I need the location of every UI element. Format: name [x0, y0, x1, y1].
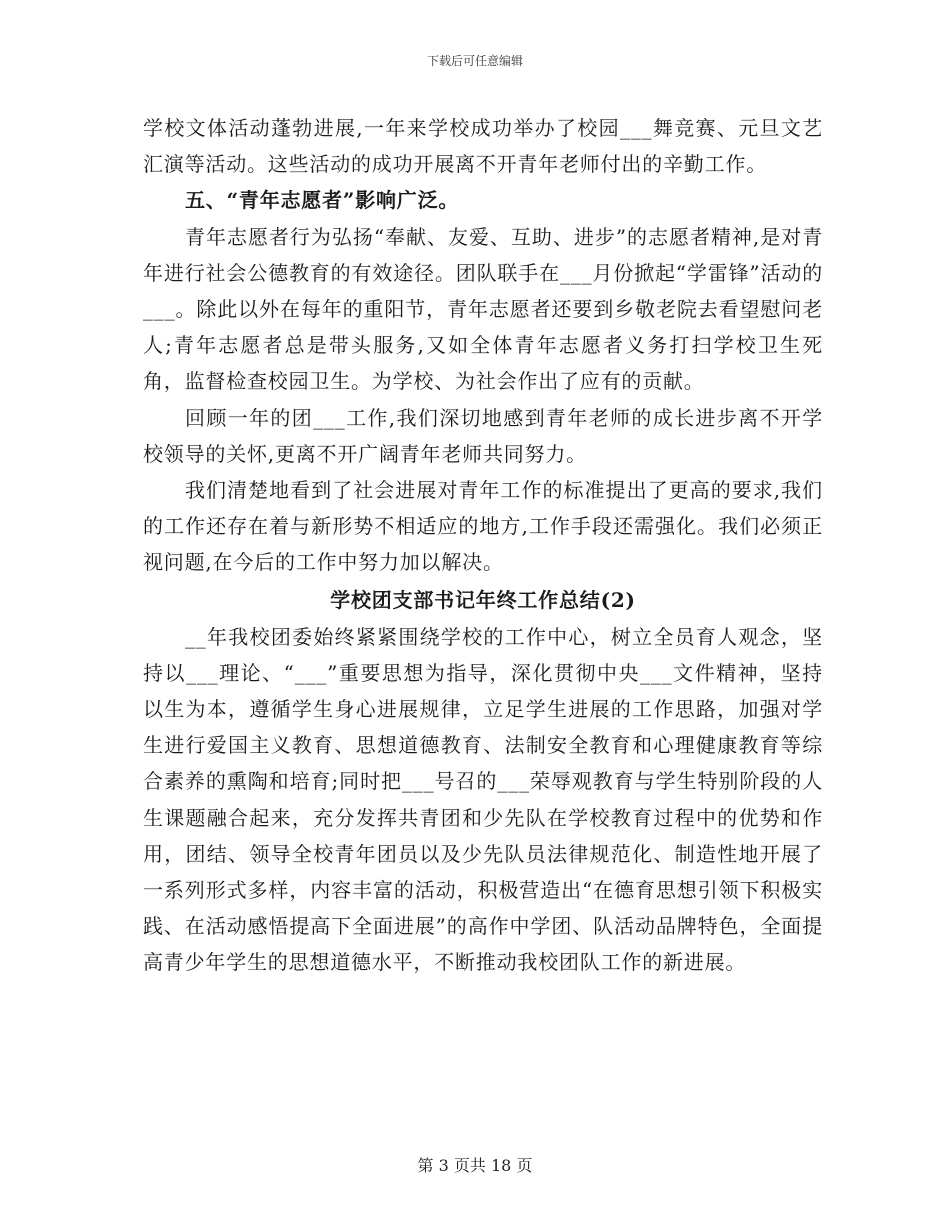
paragraph-volunteers: 青年志愿者行为弘扬“奉献、友爱、互助、进步”的志愿者精神,是对青年进行社会公德教育的有效途径。团队联手在___月份掀起“学雷锋”活动的___。除此以外在每年的重阳节，青年志愿者还要到乡敬老院去看望慰问老人;青年志愿者总是带头服务,又如全体青年志愿者义务打扫学校卫生死角，监督检查校园卫生。为学校、为社会作出了应有的贡献。 — [143, 224, 823, 394]
paragraph-problems: 我们清楚地看到了社会进展对青年工作的标准提出了更高的要求,我们的工作还存在着与新形势不相适应的地方,工作手段还需强化。我们必须正视问题,在今后的工作中努力加以解决。 — [143, 478, 823, 575]
header-note: 下载后可任意编辑 — [426, 54, 523, 68]
paragraph-summary: __年我校团委始终紧紧围绕学校的工作中心，树立全员育人观念，坚持以___理论、“___”重要思想为指导，深化贯彻中央___文件精神，坚持以生为本，遵循学生身心进展规律，立足学生进展的工作思路，加强对学生进行爱国主义教育、思想道德教育、法制安全教育和心理健康教育等综合素养的熏陶和培育;同时把___号召的___荣辱观教育与学生特别阶段的人生课题融合起来，充分发挥共青团和少先队在学校教育过程中的优势和作用，团结、领导全校青年团员以及少先队员法律规范化、制造性地开展了一系列形式多样，内容丰富的活动，积极营造出“在德育思想引领下积极实践、在活动感悟提高下全面进展”的高作中学团、队活动品牌特色，全面提高青少年学生的思想道德水平，不断推动我校团队工作的新进展。 — [143, 624, 823, 975]
document-title: 学校团支部书记年终工作总结(2) — [330, 587, 636, 612]
paragraph-arts-activities: 学校文体活动蓬勃进展,一年来学校成功举办了校园___舞竞赛、元旦文艺汇演等活动。这些活动的成功开展离不开青年老师付出的辛勤工作。 — [143, 116, 823, 177]
section-heading-volunteers: 五、“青年志愿者”影响广泛。 — [185, 188, 460, 213]
paragraph-review: 回顾一年的团___工作,我们深切地感到青年老师的成长进步离不开学校领导的关怀,更离不开广阔青年老师共同努力。 — [143, 405, 823, 466]
document-body — [143, 110, 823, 981]
page-number: 第 3 页共 18 页 — [417, 1156, 533, 1175]
